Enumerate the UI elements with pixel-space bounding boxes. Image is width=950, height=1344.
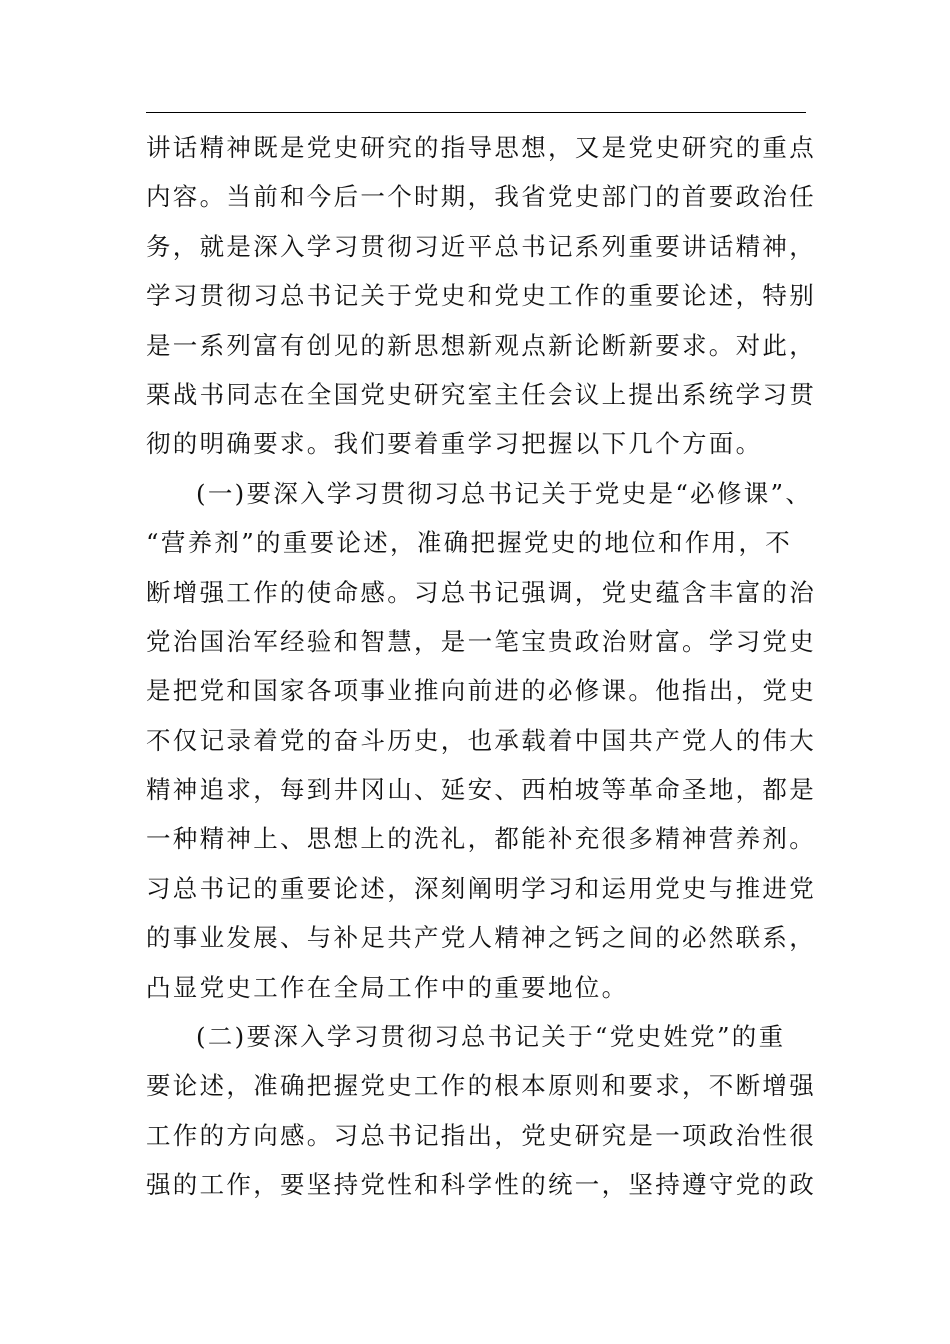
text-line: 内容。当前和今后一个时期，我省党史部门的首要政治任	[146, 182, 816, 212]
header-rule	[146, 112, 806, 113]
text-line: 精神追求，每到井冈山、延安、西柏坡等革命圣地，都是	[146, 775, 816, 805]
text-line: 栗战书同志在全国党史研究室主任会议上提出系统学习贯	[146, 379, 816, 409]
text-line: 不仅记录着党的奋斗历史，也承载着中国共产党人的伟大	[146, 725, 816, 755]
text-line: 要论述，准确把握党史工作的根本原则和要求，不断增强	[146, 1071, 816, 1101]
text-line: 党治国治军经验和智慧，是一笔宝贵政治财富。学习党史	[146, 626, 816, 656]
text-line: 一种精神上、思想上的洗礼，都能补充很多精神营养剂。	[146, 824, 816, 854]
text-line: 是把党和国家各项事业推向前进的必修课。他指出，党史	[146, 676, 816, 706]
document-body	[146, 123, 846, 1210]
text-line: 务，就是深入学习贯彻习近平总书记系列重要讲话精神，	[146, 231, 816, 261]
text-line: 凸显党史工作在全局工作中的重要地位。	[146, 972, 629, 1002]
section-heading-2: (二)要深入学习贯彻习总书记关于“党史姓党”的重	[196, 1022, 786, 1052]
text-line: 学习贯彻习总书记关于党史和党史工作的重要论述，特别	[146, 281, 816, 311]
text-line: 彻的明确要求。我们要着重学习把握以下几个方面。	[146, 429, 763, 459]
text-line: 习总书记的重要论述，深刻阐明学习和运用党史与推进党	[146, 873, 816, 903]
text-line: 是一系列富有创见的新思想新观点新论断新要求。对此，	[146, 330, 816, 360]
text-line: 工作的方向感。习总书记指出，党史研究是一项政治性很	[146, 1120, 816, 1150]
text-line: 强的工作，要坚持党性和科学性的统一，坚持遵守党的政	[146, 1170, 816, 1200]
text-line: 的事业发展、与补足共产党人精神之钙之间的必然联系，	[146, 923, 816, 953]
section-heading-1: (一)要深入学习贯彻习总书记关于党史是“必修课”、	[196, 478, 813, 508]
text-line: “营养剂”的重要论述，准确把握党史的地位和作用，不	[146, 528, 793, 558]
text-line: 断增强工作的使命感。习总书记强调，党史蕴含丰富的治	[146, 577, 816, 607]
text-line: 讲话精神既是党史研究的指导思想，又是党史研究的重点	[146, 133, 816, 162]
